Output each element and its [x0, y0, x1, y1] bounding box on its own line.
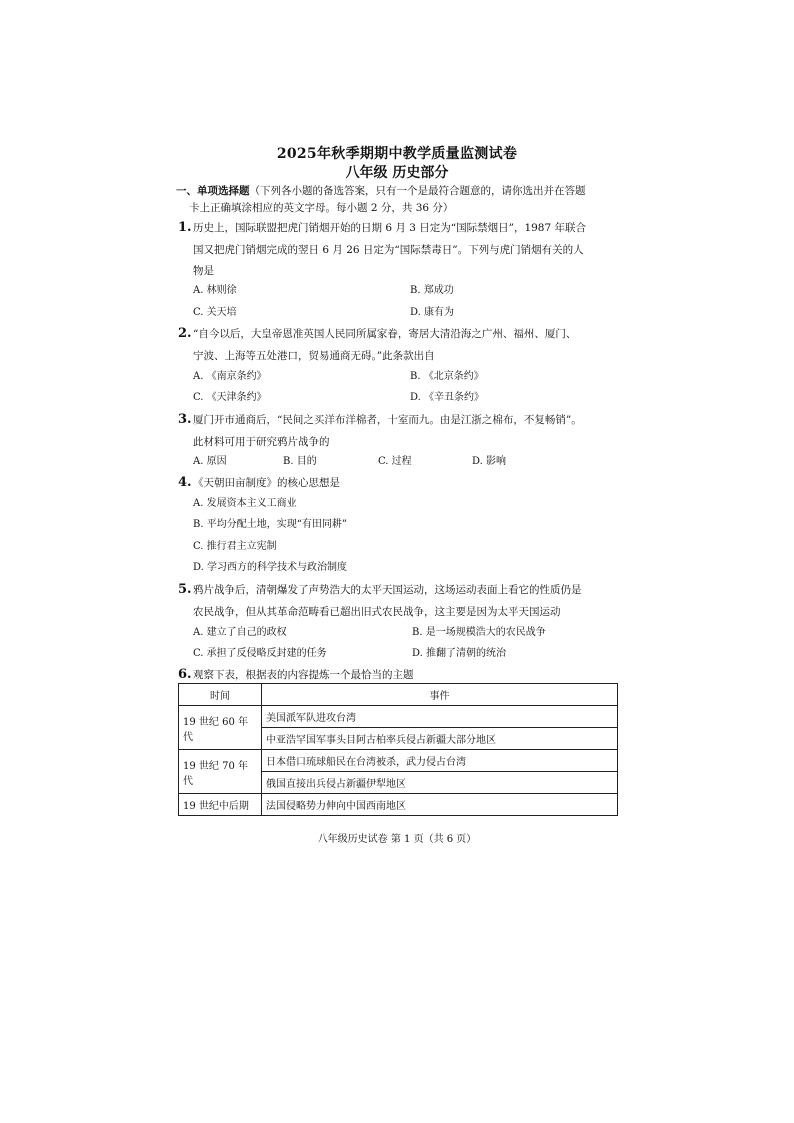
- option-b: B. 郑成功: [410, 285, 454, 296]
- option-b: B. 平均分配土地，实现“有田同耕”: [193, 519, 347, 530]
- option-a: A. 发展资本主义工商业: [193, 498, 297, 509]
- question-number: 2.: [178, 326, 192, 341]
- question-text-line: “自今以后，大皇帝恩准英国人民同所属家眷，寄居大清沿海之广州、福州、厦门、: [193, 328, 577, 340]
- section-instruction-line2: 卡上正确填涂相应的英文字母。每小题 2 分，共 36 分）: [189, 202, 454, 214]
- option-c: C. 推行君主立宪制: [193, 541, 277, 552]
- table-row: [179, 794, 618, 816]
- exam-title: 2025年秋季期期中教学质量监测试卷: [276, 146, 518, 162]
- exam-subtitle: 八年级 历史部分: [345, 165, 449, 181]
- period-cell: 19 世纪中后期: [179, 794, 262, 816]
- option-b: B. 是一场规模浩大的农民战争: [412, 627, 546, 638]
- question-text-line: 物是: [193, 265, 214, 277]
- section-heading: 一、单项选择题: [176, 185, 250, 197]
- option-d: D. 学习西方的科学技术与政治制度: [193, 562, 348, 573]
- option-a: A. 原因: [193, 456, 227, 467]
- option-b: B. 《北京条约》: [410, 371, 484, 382]
- question-text-line: 农民战争，但从其革命范畴看已超出旧式农民战争，这主要是因为太平天国运动: [193, 605, 561, 618]
- question-number: 3.: [178, 412, 192, 427]
- question-text-line: 观察下表，根据表的内容提炼一个最恰当的主题: [193, 669, 414, 681]
- option-d: D. 推翻了清朝的统治: [412, 648, 507, 659]
- event-cell: 法国侵略势力伸向中国西南地区: [262, 794, 618, 816]
- question-text-line: 厦门开市通商后，“民间之买洋布洋棉者，十室而九。由是江浙之棉布，不复畅销”。: [193, 414, 582, 426]
- table-row: [179, 706, 618, 728]
- event-cell: 日本借口琉球船民在台湾被杀，武力侵占台湾: [262, 750, 618, 772]
- question-number: 5.: [178, 582, 192, 597]
- question-4: [178, 472, 618, 495]
- option-a: A. 建立了自己的政权: [193, 627, 287, 638]
- option-b: B. 目的: [283, 456, 317, 467]
- option-a: A. 林则徐: [193, 285, 237, 296]
- event-cell: 俄国直接出兵侵占新疆伊犁地区: [262, 772, 618, 794]
- question-text-line: 鸦片战争后，清朝爆发了声势浩大的太平天国运动，这场运动表面上看它的性质仍是: [193, 584, 582, 596]
- page-footer: 八年级历史试卷 第 1 页（共 6 页）: [317, 834, 477, 845]
- question-3: [178, 409, 618, 453]
- question-text-line: 历史上，国际联盟把虎门销烟开始的日期 6 月 3 日定为“国际禁烟日”，1987 年联合: [193, 222, 587, 234]
- option-d: D. 《辛丑条约》: [410, 392, 485, 403]
- option-d: D. 康有为: [410, 307, 455, 318]
- question-text-line: 宁波、上海等五处港口，贸易通商无碍。”此条款出自: [193, 349, 435, 362]
- option-d: D. 影响: [472, 456, 507, 467]
- option-c: C. 过程: [378, 456, 412, 467]
- option-c: C. 《天津条约》: [193, 392, 267, 403]
- option-c: C. 关天培: [193, 307, 237, 318]
- events-table: [178, 683, 618, 816]
- event-cell: 中亚浩罕国军事头目阿古柏率兵侵占新疆大部分地区: [262, 728, 618, 750]
- period-cell: 19 世纪 60 年代: [179, 706, 262, 750]
- question-text-line: 此材料可用于研究鸦片战争的: [193, 435, 330, 448]
- option-a: A. 《南京条约》: [193, 371, 267, 382]
- section-instructions: [176, 183, 616, 217]
- question-5: [178, 579, 618, 623]
- column-header-event: 事件: [262, 684, 618, 706]
- question-number: 6.: [178, 667, 192, 682]
- event-cell: 美国派军队进攻台湾: [262, 706, 618, 728]
- question-number: 1.: [178, 220, 192, 235]
- period-cell: 19 世纪 70 年代: [179, 750, 262, 794]
- question-number: 4.: [178, 475, 192, 490]
- option-c: C. 承担了反侵略反封建的任务: [193, 648, 327, 659]
- table-header-row: [179, 684, 618, 706]
- section-instruction-line1: （下列各小题的备选答案，只有一个是最符合题意的，请你选出并在答题: [249, 185, 586, 197]
- question-2: [178, 323, 618, 367]
- question-1: [178, 217, 618, 283]
- question-text-line: 《天朝田亩制度》的核心思想是: [193, 477, 340, 489]
- question-text-line: 国又把虎门销烟完成的翌日 6 月 26 日定为“国际禁毒日”。下列与虎门销烟有关的人: [193, 243, 584, 256]
- column-header-time: 时间: [179, 684, 262, 706]
- table-row: [179, 750, 618, 772]
